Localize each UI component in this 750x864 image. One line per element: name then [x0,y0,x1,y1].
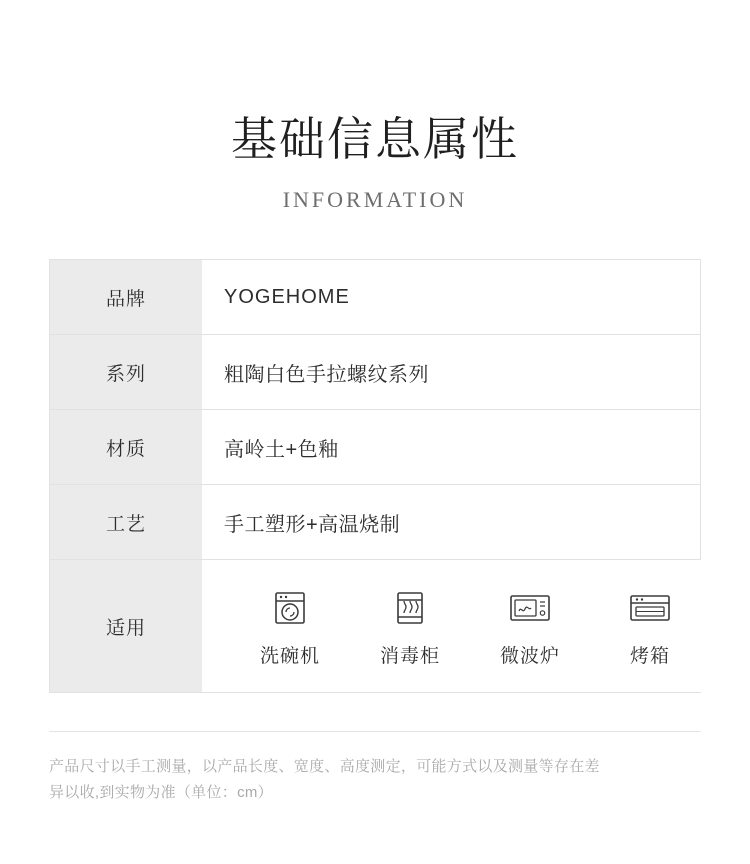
divider [49,731,701,732]
list-item [590,585,710,668]
row-value: YOGEHOME [202,260,700,334]
page-title: 基础信息属性 [231,113,519,165]
footnote-line-1: 产品尺寸以手工测量，以产品长度、宽度、高度测定，可能方式以及测量等存在差 [49,758,600,776]
row-label: 工艺 [50,485,202,559]
page-subtitle: INFORMATION [282,187,468,213]
microwave-icon [508,585,552,631]
appliance-caption: 微波炉 [499,645,560,667]
appliance-caption: 消毒柜 [379,645,440,667]
appliance-caption: 烤箱 [629,645,670,667]
table-row-applicable [50,560,700,693]
footnote-line-2: 异以收,到实物为准（单位：cm） [49,784,273,802]
list-item [230,585,350,668]
table-row [50,410,700,485]
spec-table [49,259,701,693]
table-row [50,335,700,410]
dishwasher-icon [271,585,309,631]
row-value: 粗陶白色手拉螺纹系列 [202,335,700,409]
table-row [50,485,700,560]
row-value-applicable [202,560,710,692]
appliance-list [224,585,710,668]
row-label: 品牌 [50,260,202,334]
row-value: 手工塑形+高温烧制 [202,485,700,559]
table-row [50,260,700,335]
list-item [470,585,590,668]
oven-icon [628,585,672,631]
footnote [49,754,701,807]
page-header [0,0,750,213]
row-label: 适用 [50,560,202,692]
row-label: 系列 [50,335,202,409]
sterilizer-icon [391,585,429,631]
row-label: 材质 [50,410,202,484]
list-item [350,585,470,668]
appliance-caption: 洗碗机 [259,645,320,667]
row-value: 高岭土+色釉 [202,410,700,484]
